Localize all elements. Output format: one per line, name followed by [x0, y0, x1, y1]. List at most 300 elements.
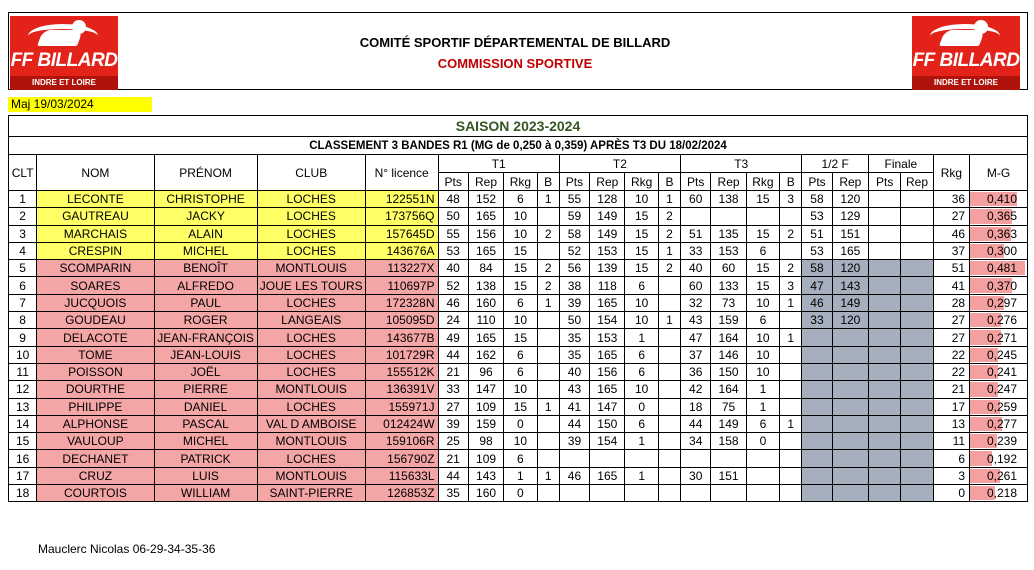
cell-licence: 155971J	[365, 398, 438, 415]
cell-licence: 173756Q	[365, 208, 438, 225]
table-row	[9, 467, 1028, 484]
cell-rkg: 36	[933, 191, 969, 208]
cell-t1-rep: 162	[468, 346, 503, 363]
cell-t1-b: 2	[537, 225, 559, 242]
cell-t3-rkg: 6	[746, 415, 779, 432]
header-finale: Finale	[869, 155, 934, 173]
cell-t3-rkg	[746, 450, 779, 467]
cell-t3-b: 1	[780, 329, 802, 346]
cell-t3-rkg	[746, 485, 779, 502]
cell-finale-rep	[901, 415, 933, 432]
cell-club: LOCHES	[257, 363, 365, 380]
cell-clt: 1	[9, 191, 37, 208]
cell-t2-rkg: 0	[625, 398, 658, 415]
mg-value: 0,239	[986, 434, 1017, 449]
cell-nom: ALPHONSE	[37, 415, 154, 432]
cell-prenom: JACKY	[154, 208, 257, 225]
cell-clt: 9	[9, 329, 37, 346]
table-row	[9, 208, 1028, 225]
cell-rkg: 22	[933, 363, 969, 380]
cell-demi-pts	[802, 329, 832, 346]
cell-t1-pts: 21	[438, 363, 468, 380]
cell-t2-b	[658, 363, 680, 380]
cell-rkg: 21	[933, 381, 969, 398]
cell-nom: PHILIPPE	[37, 398, 154, 415]
cell-demi-pts: 53	[802, 208, 832, 225]
cell-prenom: PASCAL	[154, 415, 257, 432]
cell-t3-b: 2	[780, 225, 802, 242]
cell-t1-rep: 156	[468, 225, 503, 242]
cell-demi-pts	[802, 398, 832, 415]
cell-t1-rkg: 6	[504, 294, 537, 311]
cell-t1-rkg: 10	[504, 312, 537, 329]
cell-finale-pts	[869, 277, 901, 294]
cell-t3-rep: 146	[711, 346, 746, 363]
cell-prenom: DANIEL	[154, 398, 257, 415]
cell-t2-rkg: 6	[625, 277, 658, 294]
cell-t2-rkg	[625, 450, 658, 467]
cell-t3-pts: 43	[681, 312, 711, 329]
cell-demi-rep: 143	[832, 277, 868, 294]
mg-value: 0,276	[986, 313, 1017, 328]
cell-demi-pts: 58	[802, 260, 832, 277]
cell-prenom: BENOÎT	[154, 260, 257, 277]
cell-t1-b	[537, 381, 559, 398]
cell-t3-pts: 32	[681, 294, 711, 311]
cell-t1-b: 1	[537, 294, 559, 311]
cell-t2-rkg: 6	[625, 346, 658, 363]
cell-finale-pts	[869, 242, 901, 259]
cell-t1-rep: 98	[468, 433, 503, 450]
cell-t2-rkg: 10	[625, 312, 658, 329]
cell-t1-b	[537, 312, 559, 329]
cell-t3-rkg: 15	[746, 191, 779, 208]
cell-t1-b	[537, 433, 559, 450]
cell-nom: GAUTREAU	[37, 208, 154, 225]
cell-clt: 2	[9, 208, 37, 225]
cell-mg	[970, 450, 1028, 467]
cell-demi-rep	[832, 381, 868, 398]
cell-finale-rep	[901, 433, 933, 450]
cell-finale-rep	[901, 277, 933, 294]
cell-demi-pts	[802, 467, 832, 484]
cell-mg	[970, 467, 1028, 484]
cell-finale-pts	[869, 312, 901, 329]
table-row	[9, 294, 1028, 311]
subheader-pts: Pts	[559, 173, 589, 191]
cell-nom: DELACOTE	[37, 329, 154, 346]
cell-rkg: 13	[933, 415, 969, 432]
cell-prenom: ROGER	[154, 312, 257, 329]
cell-t1-b: 2	[537, 260, 559, 277]
cell-mg	[970, 277, 1028, 294]
cell-t3-rkg: 15	[746, 225, 779, 242]
cell-t3-b	[780, 346, 802, 363]
cell-mg	[970, 346, 1028, 363]
cell-finale-rep	[901, 312, 933, 329]
cell-t1-rep: 110	[468, 312, 503, 329]
cell-nom: SOARES	[37, 277, 154, 294]
subheader-pts: Pts	[438, 173, 468, 191]
cell-t2-pts: 46	[559, 467, 589, 484]
cell-t1-pts: 24	[438, 312, 468, 329]
subheader-rep: Rep	[590, 173, 625, 191]
cell-t1-pts: 40	[438, 260, 468, 277]
cell-nom: DECHANET	[37, 450, 154, 467]
cell-finale-pts	[869, 381, 901, 398]
table-row	[9, 450, 1028, 467]
cell-finale-rep	[901, 381, 933, 398]
cell-t2-pts: 39	[559, 294, 589, 311]
header-club: CLUB	[257, 155, 365, 191]
cell-rkg: 27	[933, 312, 969, 329]
header-demi-finale: 1/2 F	[802, 155, 869, 173]
cell-t2-rep: 139	[590, 260, 625, 277]
cell-t1-rkg: 6	[504, 450, 537, 467]
cell-t1-rkg: 6	[504, 346, 537, 363]
cell-club: LOCHES	[257, 450, 365, 467]
cell-t2-b	[658, 433, 680, 450]
cell-t2-b	[658, 294, 680, 311]
cell-t3-rep: 75	[711, 398, 746, 415]
cell-t1-rep: 109	[468, 450, 503, 467]
cell-finale-pts	[869, 191, 901, 208]
cell-clt: 13	[9, 398, 37, 415]
cell-t2-pts	[559, 485, 589, 502]
cell-t1-pts: 48	[438, 191, 468, 208]
cell-club: LOCHES	[257, 398, 365, 415]
cell-t1-rkg: 10	[504, 208, 537, 225]
cell-nom: POISSON	[37, 363, 154, 380]
logo-name: FF BILLARD	[10, 50, 118, 71]
cell-t2-b: 2	[658, 225, 680, 242]
cell-finale-pts	[869, 208, 901, 225]
cell-nom: JUCQUOIS	[37, 294, 154, 311]
mg-value: 0,297	[986, 295, 1017, 310]
cell-finale-pts	[869, 260, 901, 277]
cell-t2-b	[658, 381, 680, 398]
mg-value: 0,241	[986, 365, 1017, 380]
cell-rkg: 28	[933, 294, 969, 311]
cell-t1-pts: 44	[438, 467, 468, 484]
cell-t2-b: 2	[658, 260, 680, 277]
cell-t1-b	[537, 363, 559, 380]
cell-club: LOCHES	[257, 346, 365, 363]
cell-prenom: PATRICK	[154, 450, 257, 467]
cell-t1-pts: 46	[438, 294, 468, 311]
cell-mg	[970, 415, 1028, 432]
mg-value: 0,245	[986, 347, 1017, 362]
cell-t3-rep: 164	[711, 329, 746, 346]
cell-licence: 101729R	[365, 346, 438, 363]
cell-t2-b	[658, 467, 680, 484]
cell-t3-rep: 151	[711, 467, 746, 484]
cell-prenom: JEAN-FRANÇOIS	[154, 329, 257, 346]
cell-t3-rep: 153	[711, 242, 746, 259]
cell-t2-rkg: 1	[625, 433, 658, 450]
cell-t1-rkg: 6	[504, 191, 537, 208]
mg-value: 0,410	[986, 192, 1017, 207]
cell-t3-rkg: 10	[746, 294, 779, 311]
cell-demi-pts: 33	[802, 312, 832, 329]
cell-finale-rep	[901, 485, 933, 502]
cell-t3-rep: 133	[711, 277, 746, 294]
cell-t2-rkg: 15	[625, 242, 658, 259]
cell-prenom: JEAN-LOUIS	[154, 346, 257, 363]
cell-prenom: LUIS	[154, 467, 257, 484]
cell-t1-b: 1	[537, 467, 559, 484]
cell-clt: 18	[9, 485, 37, 502]
mg-value: 0,271	[986, 330, 1017, 345]
cell-mg	[970, 381, 1028, 398]
cell-demi-pts	[802, 415, 832, 432]
cell-t2-pts: 43	[559, 381, 589, 398]
cell-t1-rep: 109	[468, 398, 503, 415]
cell-t2-b: 1	[658, 242, 680, 259]
mg-value: 0,261	[986, 468, 1017, 483]
cell-clt: 16	[9, 450, 37, 467]
cell-t1-rep: 165	[468, 208, 503, 225]
cell-t3-rkg: 1	[746, 398, 779, 415]
cell-demi-rep	[832, 415, 868, 432]
cell-demi-rep	[832, 433, 868, 450]
cell-licence: 012424W	[365, 415, 438, 432]
cell-licence: 136391V	[365, 381, 438, 398]
cell-finale-rep	[901, 242, 933, 259]
table-row	[9, 415, 1028, 432]
cell-t2-rkg: 10	[625, 381, 658, 398]
cell-t1-rep: 159	[468, 415, 503, 432]
subheader-b: B	[780, 173, 802, 191]
cell-club: MONTLOUIS	[257, 381, 365, 398]
cell-finale-pts	[869, 294, 901, 311]
cell-t2-pts: 44	[559, 415, 589, 432]
cell-t2-pts: 38	[559, 277, 589, 294]
cell-t1-rep: 84	[468, 260, 503, 277]
cell-t2-rkg: 15	[625, 225, 658, 242]
cell-t1-rkg: 15	[504, 398, 537, 415]
cell-t1-rkg: 15	[504, 329, 537, 346]
cell-clt: 14	[9, 415, 37, 432]
cell-t2-pts: 35	[559, 346, 589, 363]
cell-t1-rkg: 15	[504, 277, 537, 294]
cell-mg	[970, 242, 1028, 259]
cell-finale-rep	[901, 225, 933, 242]
cell-club: MONTLOUIS	[257, 433, 365, 450]
cell-t3-b	[780, 208, 802, 225]
cell-rkg: 3	[933, 467, 969, 484]
subheader-rep: Rep	[901, 173, 933, 191]
cell-demi-rep: 120	[832, 191, 868, 208]
cell-t1-rkg: 0	[504, 485, 537, 502]
cell-t1-pts: 39	[438, 415, 468, 432]
page-title: COMITÉ SPORTIF DÉPARTEMENTAL DE BILLARD	[359, 35, 671, 50]
mg-value: 0,218	[986, 486, 1017, 501]
cell-finale-pts	[869, 225, 901, 242]
cell-demi-rep: 151	[832, 225, 868, 242]
cell-prenom: MICHEL	[154, 433, 257, 450]
cell-finale-rep	[901, 260, 933, 277]
subheader-rep: Rep	[711, 173, 746, 191]
cell-rkg: 27	[933, 208, 969, 225]
logo-sub: INDRE ET LOIRE	[10, 76, 118, 90]
cell-t2-rep: 149	[590, 208, 625, 225]
cell-t3-b	[780, 485, 802, 502]
cell-t1-pts: 49	[438, 329, 468, 346]
cell-t2-pts: 41	[559, 398, 589, 415]
cell-t1-rep: 138	[468, 277, 503, 294]
cell-nom: SCOMPARIN	[37, 260, 154, 277]
cell-t2-pts: 35	[559, 329, 589, 346]
cell-t2-rep: 150	[590, 415, 625, 432]
cell-demi-pts: 46	[802, 294, 832, 311]
table-row	[9, 260, 1028, 277]
logo-name: FF BILLARD	[912, 50, 1020, 71]
table-row	[9, 225, 1028, 242]
cell-finale-pts	[869, 415, 901, 432]
cell-t1-rkg: 0	[504, 415, 537, 432]
mg-value: 0,481	[986, 261, 1017, 276]
cell-t2-pts: 59	[559, 208, 589, 225]
cell-t1-pts: 35	[438, 485, 468, 502]
header-t2: T2	[559, 155, 680, 173]
subheader-b: B	[537, 173, 559, 191]
table-row	[9, 191, 1028, 208]
cell-t1-rkg: 6	[504, 363, 537, 380]
cell-demi-rep	[832, 485, 868, 502]
subheader-rkg: Rkg	[625, 173, 658, 191]
cell-t2-rep: 149	[590, 225, 625, 242]
cell-t1-b: 1	[537, 398, 559, 415]
cell-nom: GOUDEAU	[37, 312, 154, 329]
cell-t2-b	[658, 277, 680, 294]
cell-t1-b	[537, 450, 559, 467]
cell-finale-pts	[869, 467, 901, 484]
cell-clt: 8	[9, 312, 37, 329]
cell-t3-rep: 60	[711, 260, 746, 277]
cell-t2-rep: 165	[590, 294, 625, 311]
table-row	[9, 363, 1028, 380]
table-row	[9, 485, 1028, 502]
subheader-rkg: Rkg	[504, 173, 537, 191]
cell-clt: 11	[9, 363, 37, 380]
cell-t2-pts: 58	[559, 225, 589, 242]
cell-licence: 143677B	[365, 329, 438, 346]
cell-rkg: 41	[933, 277, 969, 294]
cell-rkg: 46	[933, 225, 969, 242]
ff-billard-logo-right	[912, 16, 1020, 90]
subheader-pts: Pts	[681, 173, 711, 191]
cell-mg	[970, 398, 1028, 415]
cell-t1-b	[537, 208, 559, 225]
cell-nom: DOURTHE	[37, 381, 154, 398]
cell-t1-rep: 165	[468, 329, 503, 346]
cell-t3-rep: 73	[711, 294, 746, 311]
footer-contact: Mauclerc Nicolas 06-29-34-35-36	[38, 542, 216, 556]
cell-t1-rep: 147	[468, 381, 503, 398]
cell-t2-b: 2	[658, 208, 680, 225]
cell-t3-rep: 135	[711, 225, 746, 242]
cell-t2-b	[658, 398, 680, 415]
cell-t3-b	[780, 433, 802, 450]
cell-t2-rep: 154	[590, 312, 625, 329]
cell-demi-pts	[802, 346, 832, 363]
cell-t1-rkg: 10	[504, 381, 537, 398]
cell-t2-rep	[590, 485, 625, 502]
cell-t3-rkg: 6	[746, 242, 779, 259]
cell-finale-pts	[869, 329, 901, 346]
mg-value: 0,192	[986, 451, 1017, 466]
cell-t3-b: 3	[780, 191, 802, 208]
cell-demi-pts	[802, 363, 832, 380]
cell-t2-b	[658, 450, 680, 467]
cell-demi-pts: 53	[802, 242, 832, 259]
header-box	[8, 12, 1028, 90]
cell-t1-pts: 53	[438, 242, 468, 259]
cell-t1-rkg: 1	[504, 467, 537, 484]
cell-demi-pts	[802, 433, 832, 450]
cell-demi-rep	[832, 329, 868, 346]
cell-mg	[970, 208, 1028, 225]
cell-t3-rkg: 15	[746, 260, 779, 277]
cell-t1-rep: 143	[468, 467, 503, 484]
cell-t3-pts: 60	[681, 191, 711, 208]
update-date: Maj 19/03/2024	[8, 97, 152, 112]
cell-t3-b	[780, 450, 802, 467]
cell-t2-pts: 50	[559, 312, 589, 329]
cell-t3-pts: 42	[681, 381, 711, 398]
cell-t1-rep: 165	[468, 242, 503, 259]
cell-t3-pts: 18	[681, 398, 711, 415]
cell-mg	[970, 312, 1028, 329]
cell-t3-pts	[681, 450, 711, 467]
cell-club: LOCHES	[257, 294, 365, 311]
cell-club: LOCHES	[257, 208, 365, 225]
cell-t3-rep: 159	[711, 312, 746, 329]
cell-t1-pts: 44	[438, 346, 468, 363]
cell-t3-pts: 51	[681, 225, 711, 242]
mg-value: 0,277	[986, 417, 1017, 431]
table-row	[9, 312, 1028, 329]
mg-value: 0,370	[986, 278, 1017, 293]
cell-t1-pts: 55	[438, 225, 468, 242]
cell-demi-pts	[802, 450, 832, 467]
mg-value: 0,363	[986, 226, 1017, 241]
cell-t3-pts: 47	[681, 329, 711, 346]
cell-licence: 156790Z	[365, 450, 438, 467]
mg-value: 0,247	[986, 382, 1017, 397]
cell-licence: 143676A	[365, 242, 438, 259]
cell-mg	[970, 485, 1028, 502]
cell-t3-rkg: 10	[746, 363, 779, 380]
cell-t3-b	[780, 381, 802, 398]
cell-rkg: 51	[933, 260, 969, 277]
header-licence: N° licence	[365, 155, 438, 191]
cell-t1-pts: 25	[438, 433, 468, 450]
cell-demi-rep	[832, 363, 868, 380]
cell-t3-b: 1	[780, 415, 802, 432]
cell-prenom: PAUL	[154, 294, 257, 311]
subheader-b: B	[658, 173, 680, 191]
cell-demi-rep	[832, 398, 868, 415]
cell-club: LOCHES	[257, 191, 365, 208]
cell-prenom: MICHEL	[154, 242, 257, 259]
table-row	[9, 242, 1028, 259]
cell-t2-rep: 118	[590, 277, 625, 294]
cell-prenom: WILLIAM	[154, 485, 257, 502]
cell-t2-rep: 153	[590, 329, 625, 346]
cell-licence: 115633L	[365, 467, 438, 484]
